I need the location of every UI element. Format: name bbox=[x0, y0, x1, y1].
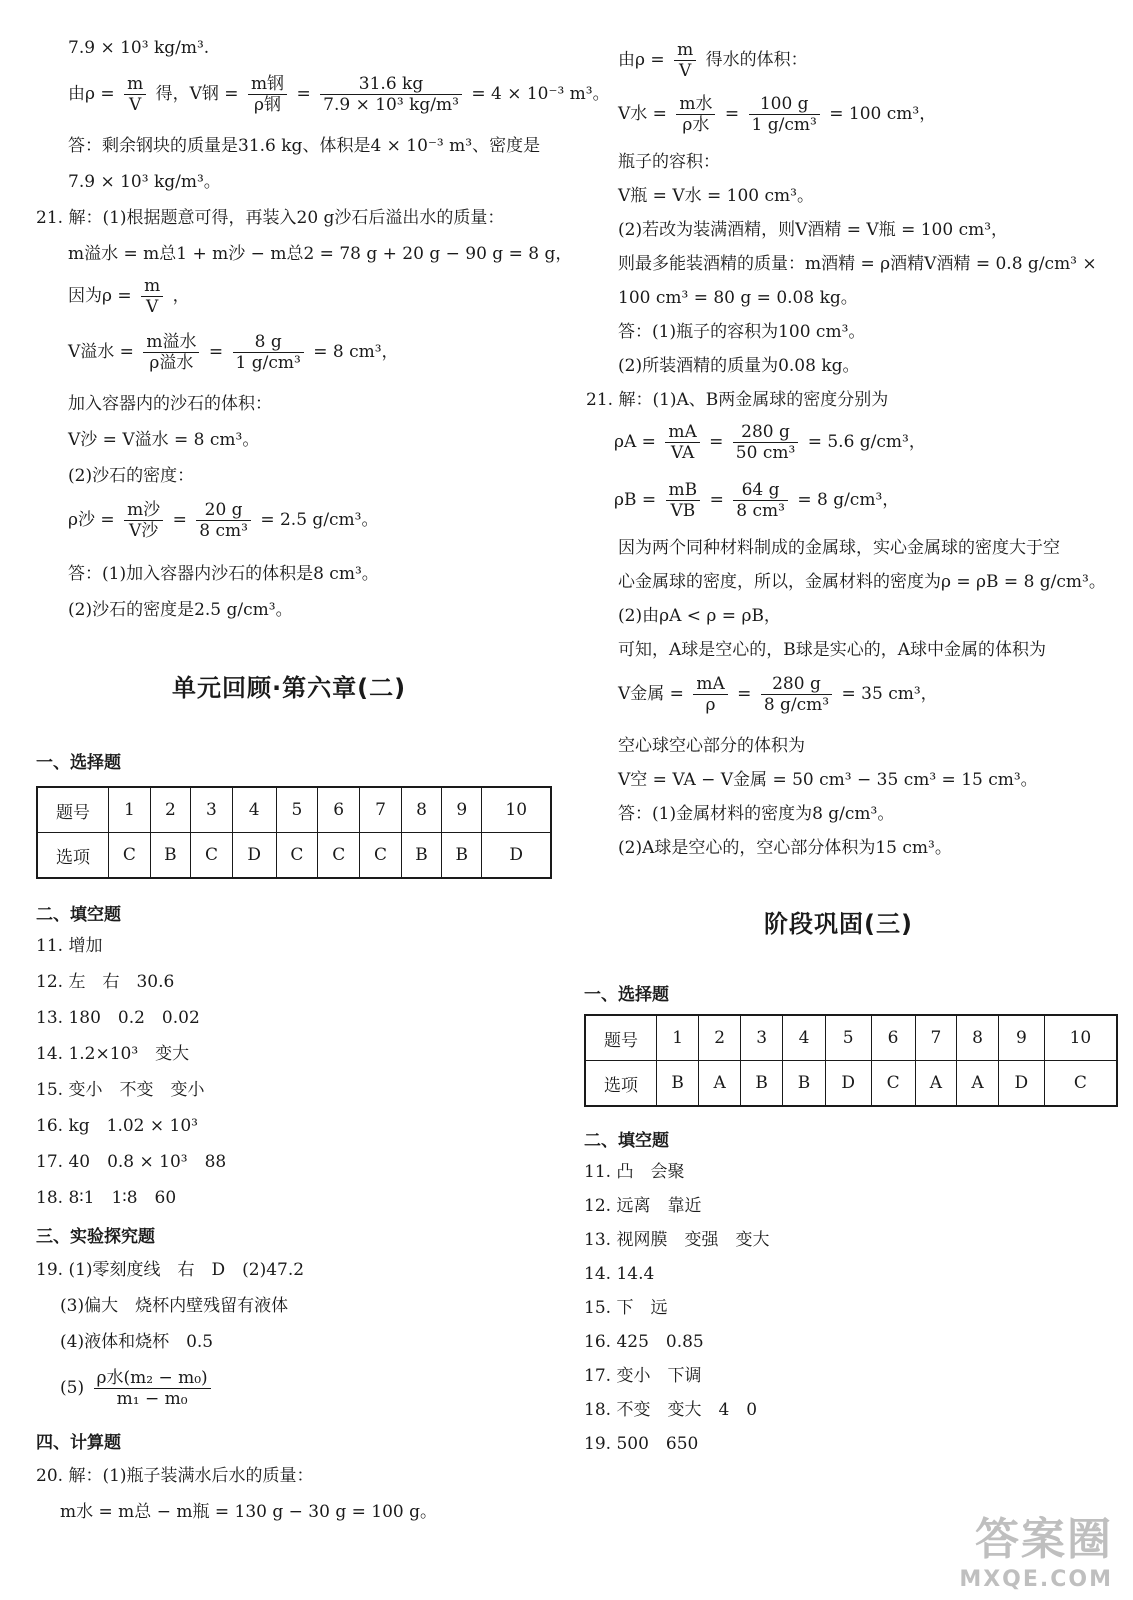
text-line: 答：(1)金属材料的密度为8 g/cm³。 bbox=[618, 804, 895, 824]
text-line: 7.9 × 10³ kg/m³。 bbox=[68, 172, 221, 192]
section-heading: 三、实验探究题 bbox=[36, 1227, 155, 1247]
section-heading: 二、填空题 bbox=[584, 1131, 669, 1151]
list-item: 14. 1.2×10³ 变大 bbox=[36, 1044, 190, 1064]
text-line: V沙 = V溢水 = 8 cm³。 bbox=[68, 430, 260, 450]
text-line: 心金属球的密度，所以，金属材料的密度为ρ = ρB = 8 g/cm³。 bbox=[618, 572, 1106, 592]
table-cell: C bbox=[276, 833, 318, 879]
table-cell: 9 bbox=[998, 1015, 1044, 1061]
formula-line: V水 = $\frac{\text{m水}}{\text{ρ水}}$ = $\frac{100 g}{\text{1 g/cm³}}$ = 100 cm³， bbox=[618, 94, 937, 135]
list-item: (4)液体和烧杯 0.5 bbox=[60, 1332, 214, 1352]
table-cell: D bbox=[482, 833, 551, 879]
fraction: $\frac{280 g}{\text{8 g/cm³}}$ bbox=[761, 674, 832, 715]
question-21: 21. 解：(1)A、B两金属球的密度分别为 bbox=[586, 390, 889, 410]
list-item: 16. kg 1.02 × 10³ bbox=[36, 1116, 198, 1136]
list-item: 17. 变小 下调 bbox=[584, 1366, 702, 1386]
answer-table bbox=[36, 786, 552, 879]
table-cell: B bbox=[783, 1061, 825, 1107]
list-item: 11. 增加 bbox=[36, 936, 103, 956]
table-cell: B bbox=[401, 833, 441, 879]
table-cell: 2 bbox=[150, 787, 190, 833]
table-cell: 1 bbox=[657, 1015, 699, 1061]
table-cell: 题号 bbox=[585, 1015, 657, 1061]
section-heading: 一、选择题 bbox=[36, 753, 121, 773]
section-heading: 四、计算题 bbox=[36, 1433, 121, 1453]
question-20: 20. 解：(1)瓶子装满水后水的质量： bbox=[36, 1466, 314, 1486]
watermark-url: MXQE.COM bbox=[959, 1567, 1113, 1592]
fraction: $\frac{8 g}{\text{1 g/cm³}}$ bbox=[233, 332, 304, 373]
table-cell: 2 bbox=[699, 1015, 741, 1061]
table-cell: 3 bbox=[741, 1015, 783, 1061]
list-item: 15. 变小 不变 变小 bbox=[36, 1080, 205, 1100]
table-cell: 4 bbox=[783, 1015, 825, 1061]
section-heading: 一、选择题 bbox=[584, 985, 669, 1005]
table-cell: A bbox=[699, 1061, 741, 1107]
table-cell: 7 bbox=[915, 1015, 957, 1061]
text-line: (2)所装酒精的质量为0.08 kg。 bbox=[618, 356, 860, 376]
table-cell: A bbox=[915, 1061, 957, 1107]
table-cell: B bbox=[150, 833, 190, 879]
list-item: 13. 视网膜 变强 变大 bbox=[584, 1230, 770, 1250]
table-cell: C bbox=[360, 833, 402, 879]
table-cell: C bbox=[871, 1061, 915, 1107]
text-line: 可知，A球是空心的，B球是实心的，A球中金属的体积为 bbox=[618, 640, 1047, 660]
text-line: 7.9 × 10³ kg/m³. bbox=[68, 38, 210, 58]
list-item: 12. 左 右 30.6 bbox=[36, 972, 175, 992]
table-cell: A bbox=[957, 1061, 999, 1107]
fraction: $\frac{31.6 kg}{\text{7.9 × 10³ kg/m³}}$ bbox=[320, 74, 462, 115]
list-item: 15. 下 远 bbox=[584, 1298, 668, 1318]
table-cell: 5 bbox=[276, 787, 318, 833]
formula-line: V溢水 = $\frac{\text{m溢水}}{\text{ρ溢水}}$ = $\frac{8 g}{\text{1 g/cm³}}$ = 8 cm³， bbox=[68, 332, 399, 373]
list-item: (3)偏大 烧杯内壁残留有液体 bbox=[60, 1296, 289, 1316]
fraction: $\frac{mA}{VA}$ bbox=[665, 422, 699, 463]
fraction: $\frac{m}{V}$ bbox=[124, 74, 146, 115]
table-cell: C bbox=[191, 833, 233, 879]
table-cell: 6 bbox=[871, 1015, 915, 1061]
text-line: 则最多能装酒精的质量：m酒精 = ρ酒精V酒精 = 0.8 g/cm³ × bbox=[618, 254, 1097, 274]
table-cell: 8 bbox=[957, 1015, 999, 1061]
table-cell: 10 bbox=[482, 787, 551, 833]
list-item: 19. (1)零刻度线 右 D (2)47.2 bbox=[36, 1260, 305, 1280]
formula-line: 因为ρ = $\frac{m}{V}$ ， bbox=[68, 276, 190, 317]
table-row bbox=[37, 833, 551, 879]
text-line: 瓶子的容积： bbox=[618, 152, 720, 172]
list-item: 18. 8∶1 1∶8 60 bbox=[36, 1188, 177, 1208]
table-cell: 10 bbox=[1044, 1015, 1117, 1061]
table-cell: C bbox=[109, 833, 151, 879]
table-cell: 9 bbox=[442, 787, 482, 833]
fraction: $\frac{\text{m溢水}}{\text{ρ溢水}}$ bbox=[143, 332, 199, 373]
watermark-text: 答案圈 bbox=[975, 1514, 1113, 1565]
formula-line: (5) $\frac{\text{ρ水(m₂ − m₀)}}{\text{m₁ − m₀}}$ bbox=[60, 1366, 215, 1410]
text-line: (2)由ρA < ρ = ρB， bbox=[618, 606, 781, 626]
text-line: 空心球空心部分的体积为 bbox=[618, 736, 805, 756]
fraction: $\frac{\text{m沙}}{\text{V沙}}$ bbox=[124, 500, 163, 541]
fraction: $\frac{20 g}{\text{8 cm³}}$ bbox=[196, 500, 251, 541]
text-line: (2)若改为装满酒精，则V酒精 = V瓶 = 100 cm³， bbox=[618, 220, 1009, 240]
fraction: $\frac{m}{V}$ bbox=[674, 40, 696, 81]
fraction: $\frac{m}{V}$ bbox=[141, 276, 163, 317]
fraction: $\frac{280 g}{\text{50 cm³}}$ bbox=[733, 422, 799, 463]
list-item: 18. 不变 变大 4 0 bbox=[584, 1400, 758, 1420]
fraction: $\frac{mA}{\rho}$ bbox=[693, 674, 727, 715]
watermark-logo bbox=[959, 1503, 1113, 1592]
text-line: (2)沙石的密度是2.5 g/cm³。 bbox=[68, 600, 293, 620]
fraction: $\frac{\text{ρ水(m₂ − m₀)}}{\text{m₁ − m₀}}$ bbox=[94, 1368, 211, 1409]
text-line: 100 cm³ = 80 g = 0.08 kg。 bbox=[618, 288, 858, 308]
fraction: $\frac{100 g}{\text{1 g/cm³}}$ bbox=[749, 94, 820, 135]
question-21: 21. 解：(1)根据题意可得，再装入20 g沙石后溢出水的质量： bbox=[36, 208, 505, 228]
formula-line: 由ρ = $\frac{m}{V}$ 得水的体积： bbox=[618, 40, 808, 81]
table-cell: 1 bbox=[109, 787, 151, 833]
table-cell: B bbox=[741, 1061, 783, 1107]
fraction: $\frac{mB}{VB}$ bbox=[666, 480, 701, 521]
list-item: 16. 425 0.85 bbox=[584, 1332, 704, 1352]
text-line: (2)A球是空心的，空心部分体积为15 cm³。 bbox=[618, 838, 952, 858]
table-header-row bbox=[585, 1015, 1117, 1061]
table-cell: D bbox=[825, 1061, 871, 1107]
table-row bbox=[585, 1061, 1117, 1107]
text-line: 加入容器内的沙石的体积： bbox=[68, 394, 272, 414]
table-cell: 3 bbox=[191, 787, 233, 833]
table-cell: 选项 bbox=[585, 1061, 657, 1107]
text-line: 答：剩余钢块的质量是31.6 kg、体积是4 × 10⁻³ m³、密度是 bbox=[68, 136, 541, 156]
table-cell: B bbox=[442, 833, 482, 879]
formula-line: ρA = $\frac{mA}{VA}$ = $\frac{280 g}{\text{50 cm³}}$ = 5.6 g/cm³， bbox=[614, 422, 926, 463]
table-cell: 4 bbox=[232, 787, 276, 833]
section-heading: 二、填空题 bbox=[36, 905, 121, 925]
formula-line: V金属 = $\frac{mA}{\rho}$ = $\frac{280 g}{\text{8 g/cm³}}$ = 35 cm³， bbox=[618, 674, 938, 715]
table-cell: 6 bbox=[318, 787, 360, 833]
list-item: 19. 500 650 bbox=[584, 1434, 699, 1454]
list-item: 12. 远离 靠近 bbox=[584, 1196, 702, 1216]
text-line: (2)沙石的密度： bbox=[68, 466, 195, 486]
text-line: 因为两个同种材料制成的金属球，实心金属球的密度大于空 bbox=[618, 538, 1060, 558]
fraction: $\frac{64 g}{\text{8 cm³}}$ bbox=[733, 480, 788, 521]
section-title: 阶段巩固(三) bbox=[764, 910, 913, 938]
answer-table bbox=[584, 1014, 1118, 1107]
fraction: $\frac{\text{m水}}{\text{ρ水}}$ bbox=[676, 94, 715, 135]
table-cell: B bbox=[657, 1061, 699, 1107]
table-cell: 5 bbox=[825, 1015, 871, 1061]
formula-line: 由ρ = $\frac{m}{V}$ 得，V钢 = $\frac{\text{m钢}}{\text{ρ钢}}$ = $\frac{31.6 kg}{\text{7.9 × 10³ kg/m³}}$ = 4 × 10⁻³ m³。 bbox=[68, 74, 610, 115]
formula-line: ρ沙 = $\frac{\text{m沙}}{\text{V沙}}$ = $\frac{20 g}{\text{8 cm³}}$ = 2.5 g/cm³。 bbox=[68, 500, 379, 541]
table-cell: 选项 bbox=[37, 833, 109, 879]
text-line: m溢水 = m总1 + m沙 − m总2 = 78 g + 20 g − 90 g = 8 g， bbox=[68, 244, 573, 264]
text-line: V瓶 = V水 = 100 cm³。 bbox=[618, 186, 814, 206]
list-item: 17. 40 0.8 × 10³ 88 bbox=[36, 1152, 227, 1172]
table-cell: D bbox=[232, 833, 276, 879]
formula-line: ρB = $\frac{mB}{VB}$ = $\frac{64 g}{\text{8 cm³}}$ = 8 g/cm³， bbox=[614, 480, 900, 521]
list-item: 13. 180 0.2 0.02 bbox=[36, 1008, 200, 1028]
text-line: m水 = m总 − m瓶 = 130 g − 30 g = 100 g。 bbox=[60, 1502, 438, 1522]
text-line: 答：(1)加入容器内沙石的体积是8 cm³。 bbox=[68, 564, 379, 584]
table-header-row bbox=[37, 787, 551, 833]
table-cell: C bbox=[1044, 1061, 1117, 1107]
text-line: V空 = VA − V金属 = 50 cm³ − 35 cm³ = 15 cm³。 bbox=[618, 770, 1038, 790]
list-item: 11. 凸 会聚 bbox=[584, 1162, 685, 1182]
table-cell: C bbox=[318, 833, 360, 879]
text-line: 答：(1)瓶子的容积为100 cm³。 bbox=[618, 322, 866, 342]
table-cell: 7 bbox=[360, 787, 402, 833]
fraction: $\frac{\text{m钢}}{\text{ρ钢}}$ bbox=[248, 74, 287, 115]
table-cell: 题号 bbox=[37, 787, 109, 833]
table-cell: D bbox=[998, 1061, 1044, 1107]
table-cell: 8 bbox=[401, 787, 441, 833]
section-title: 单元回顾·第六章(二) bbox=[172, 674, 407, 702]
list-item: 14. 14.4 bbox=[584, 1264, 655, 1284]
